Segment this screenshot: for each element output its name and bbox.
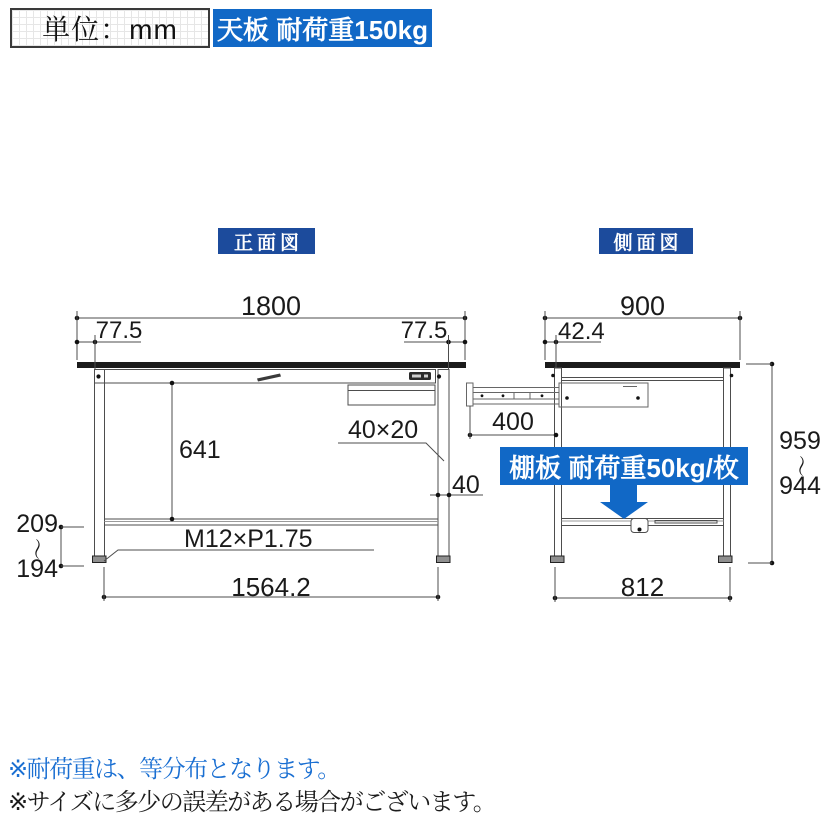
dim-drawer-extension: 400: [492, 408, 534, 436]
dim-front-overhang-right: 77.5: [400, 317, 448, 344]
dim-side-overhang: 42.4: [558, 318, 605, 345]
tabletop-load-badge: 天板 耐荷重150kg: [213, 9, 432, 47]
dim-height-bottom: 944: [779, 472, 821, 500]
unit-box: [10, 8, 210, 48]
dim-side-depth: 900: [619, 291, 666, 321]
dim-front-under-clearance: 641: [179, 436, 221, 464]
dim-side-leg-span: 812: [620, 572, 665, 602]
dim-front-leg-span: 1564.2: [231, 572, 311, 602]
dim-height-top: 959: [779, 427, 821, 455]
down-arrow-head-icon: [600, 502, 648, 519]
dim-leg-section: 40×20: [348, 416, 419, 444]
dim-front-width: 1800: [240, 291, 302, 321]
side-view-title: 側面図: [599, 228, 693, 254]
shelf-load-badge: 棚板 耐荷重50kg/枚: [500, 447, 748, 485]
dim-adjuster-bottom: 194: [16, 555, 58, 583]
note-load-distribution: ※耐荷重は、等分布となります。: [8, 756, 340, 783]
dim-bolt-spec: M12×P1.75: [184, 525, 313, 553]
down-arrow-icon: [610, 484, 637, 503]
dim-front-overhang-left: 77.5: [95, 317, 143, 344]
latch-icon: [257, 374, 281, 382]
front-view-title: 正面図: [218, 228, 315, 254]
front-view-dimension-lines: [59, 311, 483, 601]
dim-leg-width: 40: [452, 471, 480, 499]
dim-adjuster-top: 209: [16, 510, 58, 538]
nameplate-icon: [409, 372, 431, 380]
unit-label: 単位：mm: [42, 14, 178, 45]
dim-adjuster-tilde: 〜: [23, 537, 49, 561]
note-size-tolerance: ※サイズに多少の誤差がある場合がございます。: [8, 789, 496, 816]
dim-height-tilde: 〜: [787, 454, 813, 478]
